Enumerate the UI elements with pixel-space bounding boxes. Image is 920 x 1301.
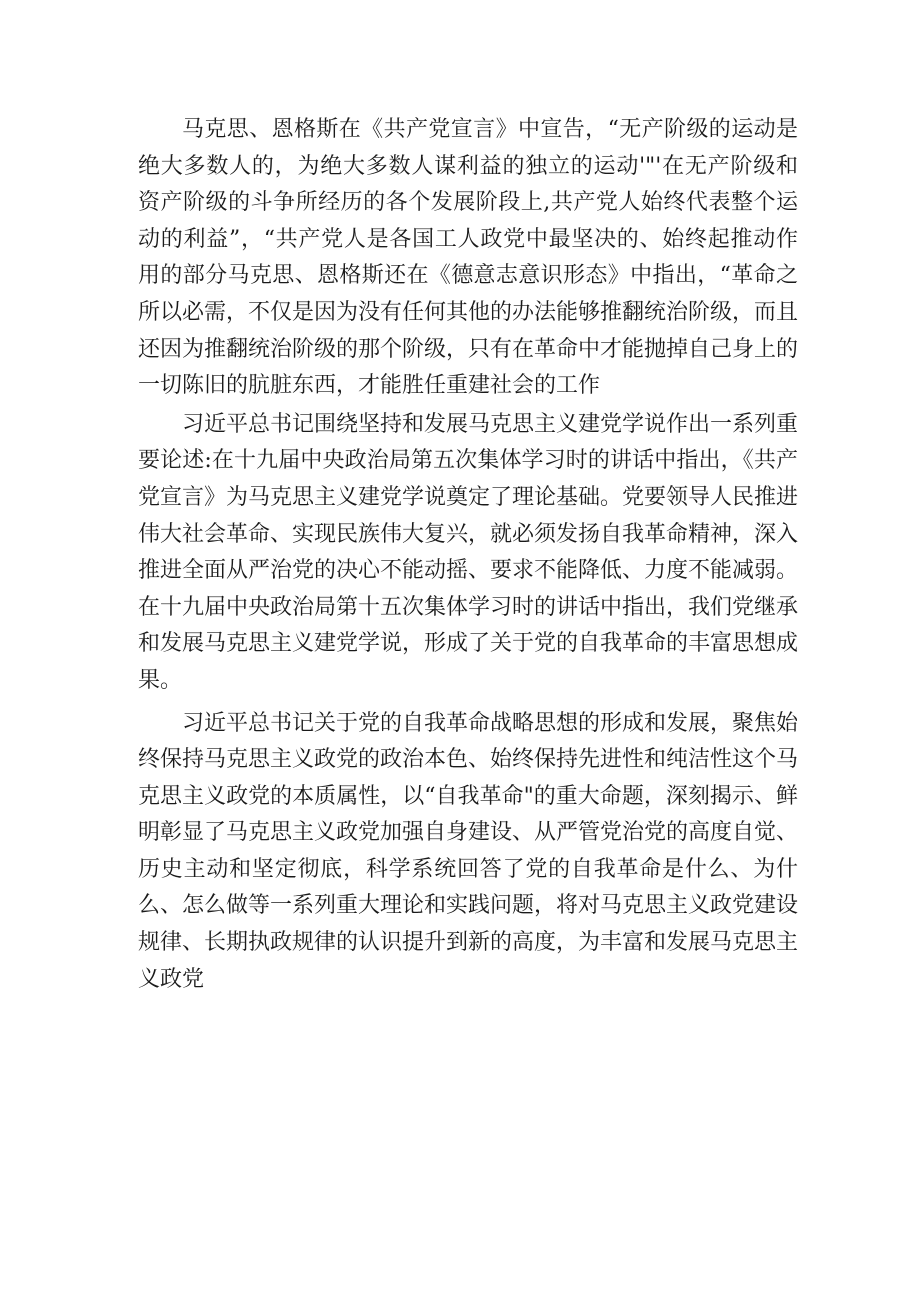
- paragraph-self-revolution-thought: 习近平总书记关于党的自我革命战略思想的形成和发展，聚焦始终保持马克思主义政党的政治本色、始终保持先进性和纯洁性这个马克思主义政党的本质属性，以“自我革命"的重大命题，深刻揭示、鲜明彰显了马克思主义政党加强自身建设、从严管党治党的高度自觉、历史主动和坚定彻底，科学系统回答了党的自我革命是什么、为什么、怎么做等一系列重大理论和实践问题，将对马克思主义政党建设规律、长期执政规律的认识提升到新的高度，为丰富和发展马克思主义政党: [138, 710, 799, 992]
- paragraph-marx-engels-manifesto: 马克思、恩格斯在《共产党宣言》中宣告，“无产阶级的运动是绝大多数人的，为绝大多数人谋利益的独立的运动'"'在无产阶级和资产阶级的斗争所经历的各个发展阶段上,共产党人始终代表整个运动的利益”，“共产党人是各国工人政党中最坚决的、始终起推动作用的部分马克思、恩格斯还在《德意志意识形态》中指出，“革命之所以必需，不仅是因为没有任何其他的办法能够推翻统治阶级，而且还因为推翻统治阶级的那个阶级，只有在革命中才能抛掉自己身上的一切陈旧的肮脏东西，才能胜任重建社会的工作: [138, 117, 799, 399]
- paragraph-party-building-theory: 习近平总书记围绕坚持和发展马克思主义建党学说作出一系列重要论述:在十九届中央政治局第五次集体学习时的讲话中指出，《共产党宣言》为马克思主义建党学说奠定了理论基础。党要领导人民推进伟大社会革命、实现民族伟大复兴，就必须发扬自我革命精神，深入推进全面从严治党的决心不能动摇、要求不能降低、力度不能减弱。在十九届中央政治局第十五次集体学习时的讲话中指出，我们党继承和发展马克思主义建党学说，形成了关于党的自我革命的丰富思想成果。: [138, 411, 799, 693]
- document-body: [138, 112, 798, 998]
